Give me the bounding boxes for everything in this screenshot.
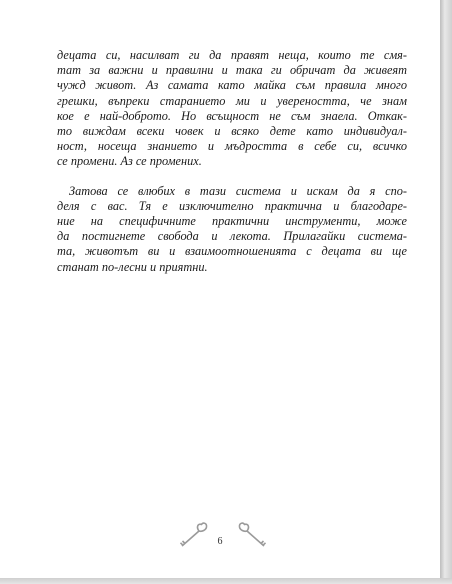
text-line: да постигнете свобода и лекота. Прилагайки система- (57, 229, 407, 244)
text-line: станат по-лесни и приятни. (57, 259, 208, 274)
page-footer (0, 515, 440, 555)
text-line: кое е най-доброто. Но всъщност не съм знаела. Откак- (57, 108, 407, 123)
heart-key-icon (236, 521, 270, 551)
text-line: чужд живот. Аз самата като майка съм правила много (57, 78, 407, 93)
page-body-text (57, 48, 407, 275)
heart-key-icon (176, 521, 210, 551)
text-line: грешки, въпреки старанието ми и увереността, че знам (57, 93, 407, 108)
paragraph-1 (57, 48, 407, 170)
text-line: децата си, насилват ги да правят неща, които те смя- (57, 48, 407, 62)
page-bottom-edge (0, 578, 452, 584)
text-line: ние на специфичните практични инструменти, може (57, 214, 407, 229)
text-line: деля с вас. Тя е изключително практична и благодаре- (57, 198, 407, 213)
page-number: 6 (217, 536, 223, 547)
paragraph-2 (57, 184, 407, 275)
text-line: тат за важни и правилни и така ги обричат да живеят (57, 63, 407, 78)
text-line: та, животът ви и взаимоотношенията с децата ви ще (57, 244, 407, 259)
text-line: ност, носеща знанието и мъдростта в себе си, всичко (57, 139, 407, 154)
book-spine-edge (440, 0, 452, 584)
text-line: то виждам всеки човек и всяко дете като индивидуал- (57, 124, 407, 139)
text-line: се промени. Аз се промених. (57, 154, 202, 169)
text-line: Затова се влюбих в тази система и искам да я спо- (69, 183, 407, 198)
